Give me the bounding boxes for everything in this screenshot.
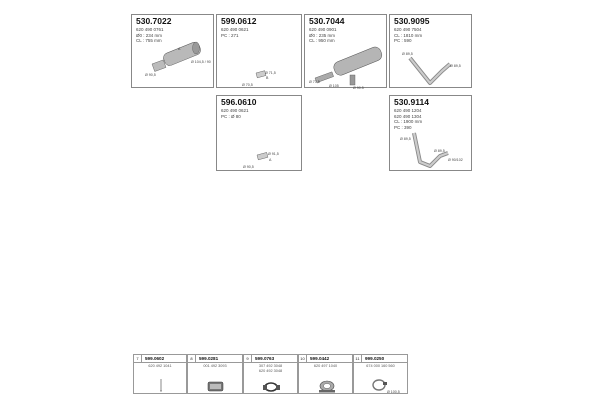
bracket-window — [210, 384, 221, 389]
part-spec: 620 490 0621 PC : Ø 80 — [221, 108, 249, 119]
accessory-cell-599-0442 — [298, 354, 353, 394]
muffler-drawing — [132, 15, 215, 89]
sleeve-drawing — [217, 96, 303, 172]
part-card-530-7044 — [304, 14, 387, 88]
dimension-label: Ø 70,5 — [242, 83, 253, 87]
part-code: 596.0610 — [221, 97, 257, 107]
dimension-label: Ø 89,5 — [450, 64, 461, 68]
accessory-ref: 620 497 1040 — [313, 364, 338, 368]
part-spec: 620 490 0621 PC : 271 — [221, 27, 249, 38]
item-number: 7 — [134, 355, 142, 362]
dimension-label: Ø 89,5 — [400, 137, 411, 141]
bent-pipe-drawing — [390, 96, 473, 172]
mount-base — [319, 390, 335, 393]
part-code: 530.9095 — [394, 16, 430, 26]
part-spec: 620 490 1204 620 490 1304 CL : 1900 mm PC : 390 — [394, 108, 423, 130]
band-clamp-drawing — [354, 355, 409, 395]
accessory-ref: 674 000 160 560 — [366, 364, 395, 368]
band-clamp-screw — [383, 382, 387, 385]
muffler-drawing — [305, 15, 388, 89]
dimension-label: Ø 90/102 — [448, 158, 463, 162]
item-number: 11 — [354, 355, 362, 362]
dimension-label: Ø 90,5 — [353, 86, 364, 89]
clamp-bolt — [263, 385, 267, 390]
dimension-label: Ø 100,5 — [387, 390, 400, 394]
part-card-599-0612 — [216, 14, 302, 88]
dimension-label: A — [269, 158, 272, 162]
accessory-cell-599-0763 — [243, 354, 298, 394]
item-number: 10 — [299, 355, 307, 362]
accessory-cell-999-0250 — [353, 354, 408, 394]
dimension-label: Ø 77,5 — [309, 80, 320, 84]
accessory-code: 599.0442 — [310, 356, 330, 361]
dimension-label: Ø 90,5 — [243, 165, 254, 169]
sleeve-drawing — [217, 15, 303, 89]
bracket-drawing — [188, 355, 244, 395]
bent-pipe-highlight — [410, 58, 450, 83]
accessory-ref: 001 492 3093 — [203, 364, 227, 368]
dimension-label: Ø 90,5 — [145, 73, 156, 77]
muffler-outlet-pipe — [350, 75, 355, 85]
accessory-code: 599.0763 — [255, 356, 275, 361]
rod-drawing — [134, 355, 188, 395]
part-code: 530.9114 — [394, 97, 429, 107]
clamp-bolt — [276, 385, 280, 390]
dimension-label: Ø 89,5 — [402, 52, 413, 56]
bent-pipe-drawing — [390, 15, 473, 89]
dimension-label: Ø 104,5 / 90 — [191, 60, 211, 64]
mount-drawing — [299, 355, 354, 395]
dimension-label: B — [266, 76, 269, 80]
part-card-530-7022 — [131, 14, 214, 88]
part-spec: 620 490 0901 Ø0 : 235 mm CL : 950 mm — [309, 27, 337, 43]
clamp-drawing — [244, 355, 299, 395]
muffler-outlet-pipe — [152, 60, 166, 72]
dimension-label: A — [178, 47, 181, 51]
accessory-ref: 620 492 1041 — [148, 364, 172, 368]
mount-hole — [324, 384, 331, 389]
dimension-label: Ø 89,5 — [434, 149, 445, 153]
part-code: 530.7022 — [136, 16, 172, 26]
part-code: 599.0612 — [221, 16, 257, 26]
accessory-cell-599-0281 — [187, 354, 243, 394]
part-card-530-9095 — [389, 14, 472, 88]
accessory-ref: 307 492 3048 620 492 3048 — [258, 364, 283, 373]
part-code: 530.7044 — [309, 16, 345, 26]
part-spec: 620 490 0761 Ø0 : 234 mm CL : 755 mm — [136, 27, 164, 43]
dimension-label: Ø 71,5 — [265, 71, 276, 75]
part-card-530-9114 — [389, 95, 472, 171]
dimension-label: Ø 105 — [329, 84, 339, 88]
item-number: 9 — [244, 355, 252, 362]
sleeve-part — [257, 152, 268, 159]
accessory-cell-599-0602 — [133, 354, 187, 394]
item-number: 8 — [188, 355, 196, 362]
accessory-code: 599.0281 — [199, 356, 219, 361]
part-card-596-0610 — [216, 95, 302, 171]
muffler-body — [332, 45, 384, 77]
accessory-code: 599.0602 — [145, 356, 165, 361]
accessory-code: 999.0250 — [365, 356, 385, 361]
dimension-label: Ø 91,5 — [268, 152, 279, 156]
part-spec: 620 490 7504 CL : 1810 mm PC : 590 — [394, 27, 423, 43]
muffler-end-cap — [193, 42, 200, 54]
